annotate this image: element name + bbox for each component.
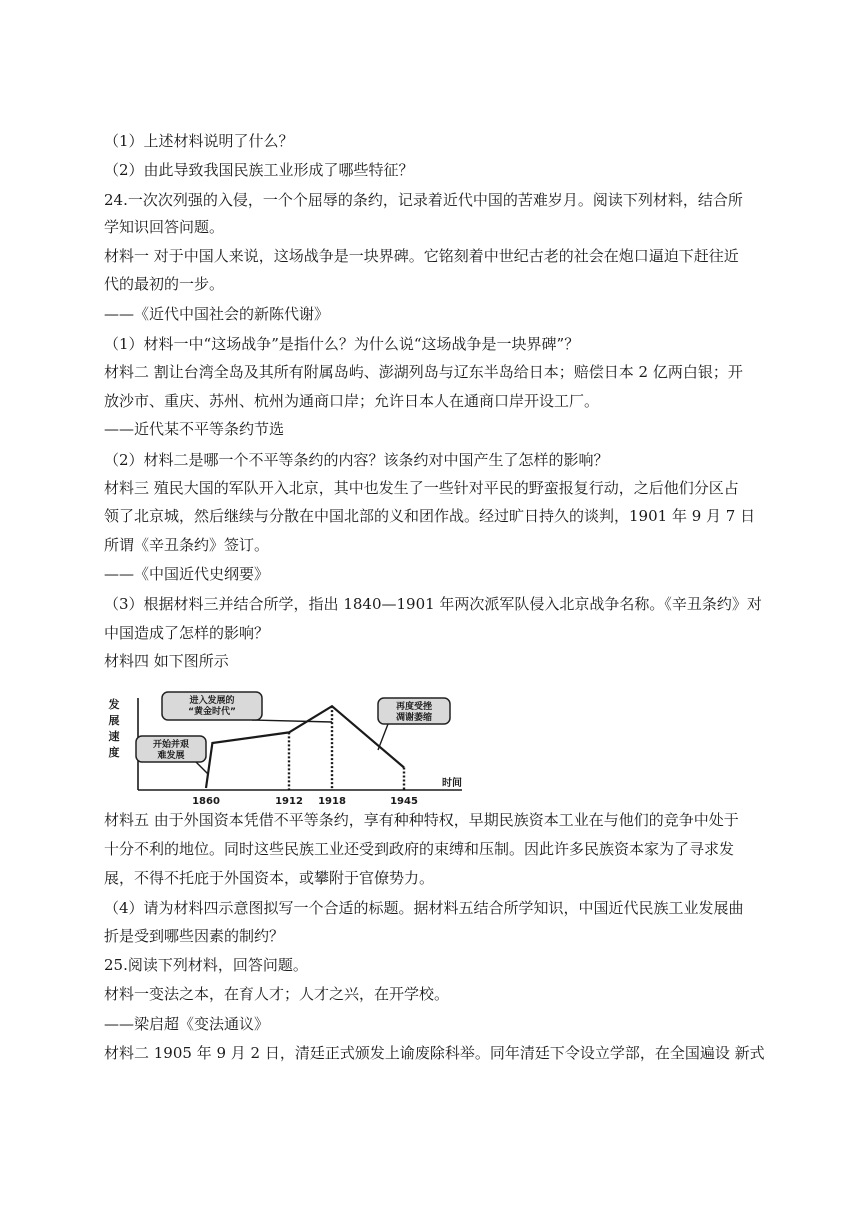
x-tick-label: 1945 — [390, 796, 418, 807]
text-line: 代的最初的一步。 — [104, 275, 225, 293]
text-line: 中国造成了怎样的影响？ — [104, 624, 270, 642]
text-line: 领了北京城，然后继续与分散在中国北部的义和团作战。经过旷日持久的谈判，1901 年 9 月 7 日 — [104, 507, 756, 525]
text-line: （1）上述材料说明了什么？ — [104, 132, 294, 150]
text-line: 折是受到哪些因素的制约？ — [104, 927, 285, 945]
question-25-line: 25.阅读下列材料，回答问题。 — [104, 956, 308, 974]
callout-pointer — [196, 762, 208, 774]
x-axis-label: 时间 — [442, 778, 462, 789]
material-1-line: 材料一变法之本，在育人才；人才之兴，在开学校。 — [104, 985, 450, 1003]
callout-text: 进入发展的 — [189, 696, 235, 706]
callout-pointer — [378, 724, 388, 750]
text-line: 学知识回答问题。 — [104, 218, 225, 236]
callout-text: 凋谢萎缩 — [395, 713, 433, 723]
subquestion-1: （1）材料一中“这场战争”是指什么？为什么说“这场战争是一块界碑”？ — [104, 335, 580, 353]
material-1-line: 材料一 对于中国人来说，这场战争是一块界碑。它铭刻着中世纪古老的社会在炮口逼迫下赶往近 — [104, 247, 739, 265]
material-3-line: 材料三 殖民大国的军队开入北京，其中也发生了一些针对平民的野蛮报复行动，之后他们分区占 — [104, 479, 739, 497]
text-line: 放沙市、重庆、苏州、杭州为通商口岸；允许日本人在通商口岸开设工厂。 — [104, 392, 600, 410]
callout-text: 开始并艰 — [152, 740, 190, 750]
subquestion-2: （2）材料二是哪一个不平等条约的内容？该条约对中国产生了怎样的影响？ — [104, 451, 609, 469]
text-line: 十分不利的地位。同时这些民族工业还受到政府的束缚和压制。因此许多民族资本家为了寻求发 — [104, 840, 735, 858]
x-tick-label: 1912 — [275, 796, 303, 807]
material-5-line: 材料五 由于外国资本凭借不平等条约，享有种种特权，早期民族资本工业在与他们的竞争中处于 — [104, 811, 739, 829]
material-2-line: 材料二 割让台湾全岛及其所有附属岛屿、澎湖列岛与辽东半岛给日本；赔偿日本 2 亿两白银；开 — [104, 363, 743, 381]
source-citation: ——近代某不平等条约节选 — [104, 420, 285, 438]
subquestion-4: （4）请为材料四示意图拟写一个合适的标题。据材料五结合所学知识，中国近代民族工业发展曲 — [104, 899, 744, 917]
source-citation: ——《近代中国社会的新陈代谢》 — [104, 305, 330, 323]
x-tick-label: 1918 — [318, 796, 346, 807]
text-line: （2）由此导致我国民族工业形成了哪些特征？ — [104, 161, 414, 179]
text-line: 展，不得不托庇于外国资本，或攀附于官僚势力。 — [104, 869, 435, 887]
y-axis-label-char: 展 — [108, 714, 120, 727]
material-2-line: 材料二 1905 年 9 月 2 日，清廷正式颁发上谕废除科举。同年清廷下令设立学部，在全国遍设 新式 — [104, 1044, 765, 1062]
y-axis-label-char: 发 — [108, 698, 120, 711]
callout-text: “黄金时代” — [188, 707, 236, 717]
callout-pointer — [252, 720, 332, 722]
y-axis-label-char: 速 — [108, 730, 120, 743]
source-citation: ——《中国近代史纲要》 — [104, 565, 270, 583]
callout-text: 难发展 — [157, 751, 185, 761]
x-tick-label: 1860 — [192, 796, 220, 807]
question-24-line: 24.一次次列强的入侵，一个个屈辱的条约，记录着近代中国的苦难岁月。阅读下列材料，结合所 — [104, 191, 743, 209]
material-4-line: 材料四 如下图所示 — [104, 652, 229, 670]
y-axis-label-char: 度 — [108, 746, 120, 759]
source-citation: ——梁启超《变法通议》 — [104, 1015, 270, 1033]
subquestion-3: （3）根据材料三并结合所学，指出 1840—1901 年两次派军队侵入北京战争名称。《辛丑条约》对 — [104, 595, 762, 613]
callout-text: 再度受挫 — [395, 702, 433, 712]
industry-development-chart — [96, 688, 476, 808]
text-line: 所谓《辛丑条约》签订。 — [104, 536, 270, 554]
